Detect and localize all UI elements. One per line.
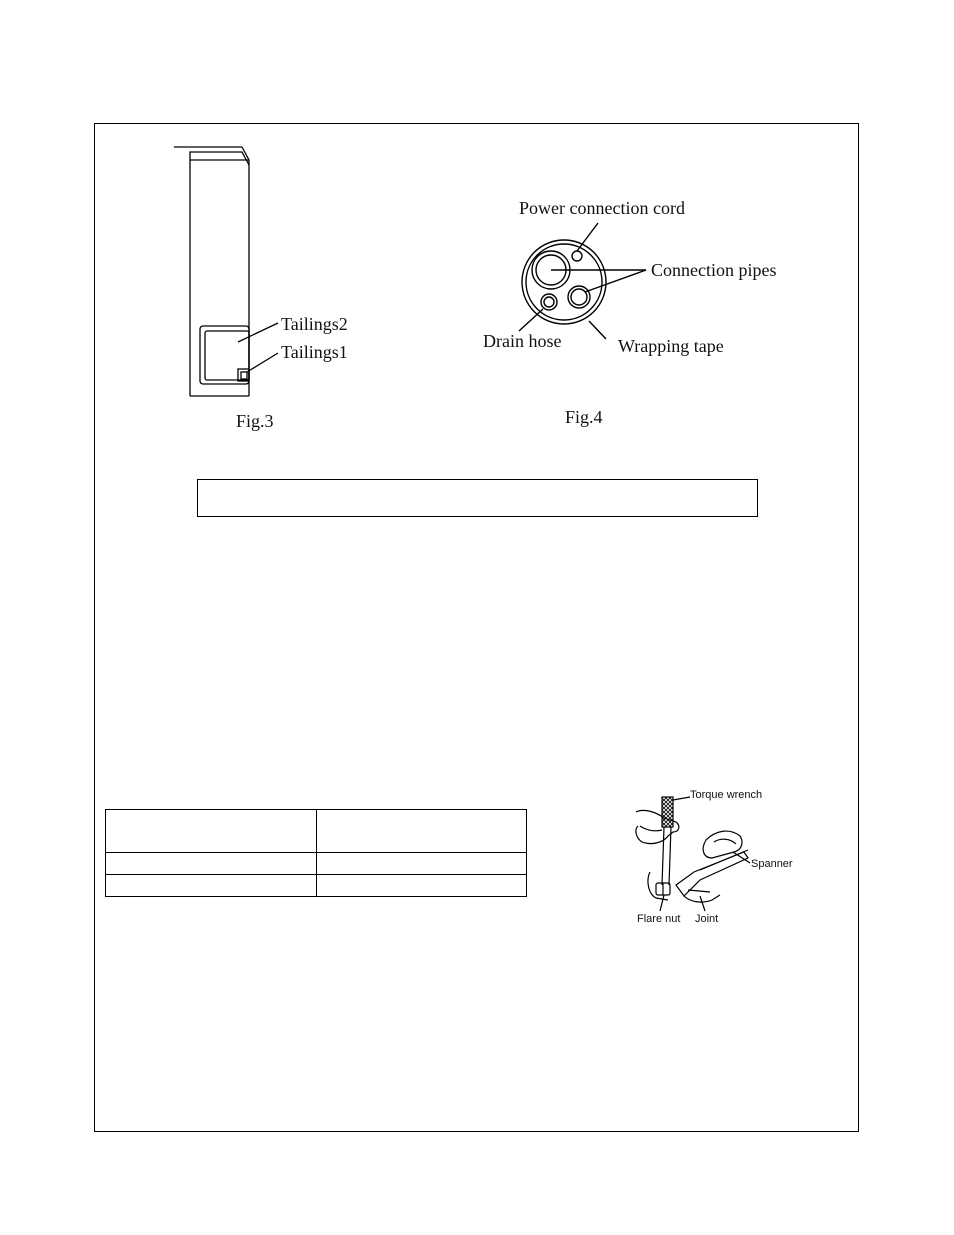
tailings1-label: Tailings1: [281, 342, 348, 362]
fig4-caption: Fig.4: [565, 407, 603, 427]
connection-pipes-label: Connection pipes: [651, 260, 777, 280]
fig3-caption: Fig.3: [236, 411, 274, 431]
spanner-label: Spanner: [751, 858, 793, 870]
power-cord-label: Power connection cord: [519, 198, 685, 218]
wrapping-tape-label: Wrapping tape: [618, 336, 724, 356]
tailings2-label: Tailings2: [281, 314, 348, 334]
torque-wrench-label: Torque wrench: [690, 789, 763, 801]
flare-nut-label: Flare nut: [637, 913, 681, 925]
joint-label: Joint: [695, 913, 719, 925]
drain-hose-label: Drain hose: [483, 331, 562, 351]
